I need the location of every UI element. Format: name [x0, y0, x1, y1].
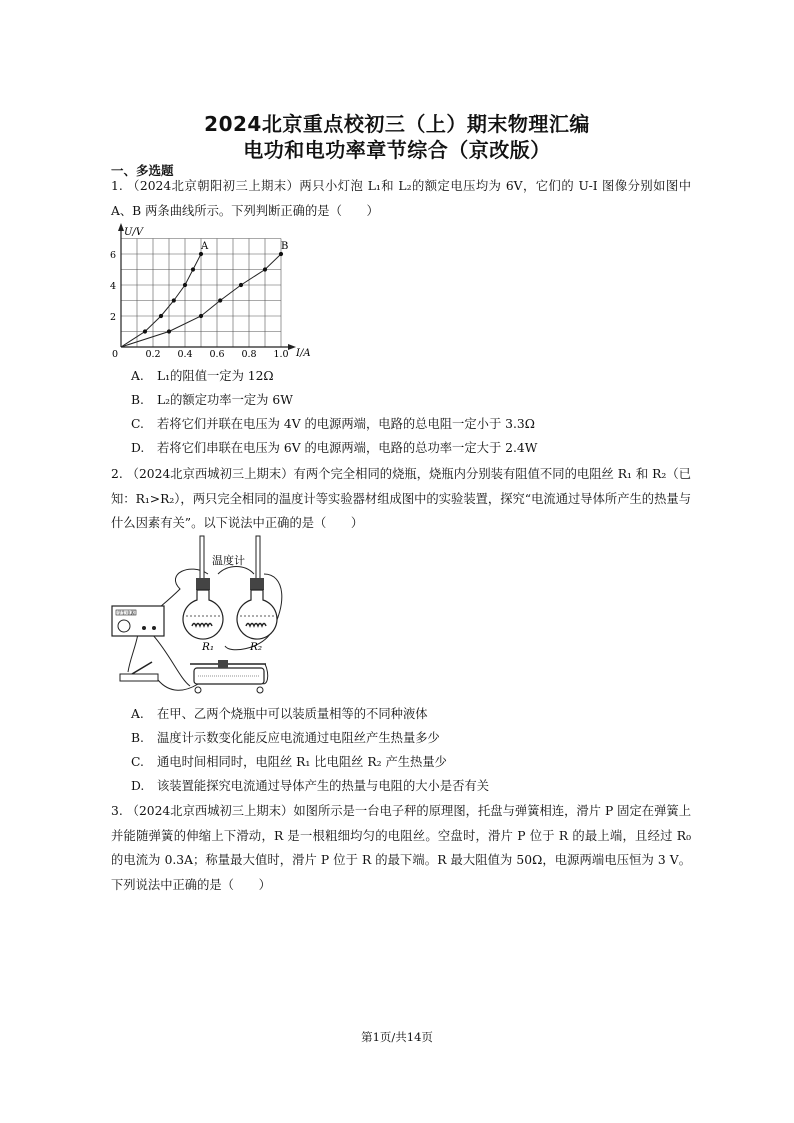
- y-tick-label: 6: [109, 250, 116, 261]
- question-1-option-d[interactable]: [131, 438, 537, 456]
- wire: [218, 567, 254, 575]
- question-2-option-a[interactable]: [131, 704, 428, 722]
- wire: [128, 634, 138, 672]
- x-axis-label: I/A: [296, 348, 311, 359]
- curve-a-label: A: [201, 241, 209, 252]
- data-point-a: [183, 283, 187, 287]
- data-point-a: [172, 298, 176, 302]
- data-point-b: [199, 314, 203, 318]
- option-text: 在甲、乙两个烧瓶中可以装质量相等的不同种液体: [157, 707, 428, 721]
- option-text: L₁的阻值一定为 12Ω: [157, 369, 274, 383]
- option-label: D.: [131, 779, 145, 793]
- option-label: B.: [131, 731, 144, 745]
- flask-1-stopper: [196, 578, 210, 590]
- question-2-option-d[interactable]: [131, 776, 489, 794]
- thermometer-label: 温度计: [212, 554, 245, 567]
- data-point-b: [263, 267, 267, 271]
- switch-lever: [132, 662, 152, 674]
- question-1-option-b[interactable]: [131, 390, 293, 408]
- flask-2-stopper: [250, 578, 264, 590]
- wire: [158, 680, 198, 690]
- document-title: 2024北京重点校初三（上）期末物理汇编: [204, 112, 590, 136]
- data-point-a: [159, 314, 163, 318]
- r1-label: R₁: [202, 641, 215, 653]
- option-label: A.: [131, 707, 144, 721]
- question-3-text: 3. （2024北京西城初三上期末）如图所示是一台电子秤的原理图，托盘与弹簧相连，滑片 P 固定在弹簧上并能随弹簧的伸缩上下滑动，R 是一根粗细均匀的电阻丝。空盘时，滑片 P 位于 R 的最上端，且经过 R₀ 的电流为 0.3A；称量最大值时，滑片 P 位于 R 的最下端。R 最大阻值为 50Ω，电源两端电压恒为 3 V。下列说法中正确的是（ ）: [111, 804, 691, 892]
- ui-graph: [106, 222, 316, 364]
- data-point-a: [199, 252, 203, 256]
- option-text: 通电时间相同时，电阻丝 R₁ 比电阻丝 R₂ 产生热量少: [157, 755, 447, 769]
- x-tick-label: 0.2: [145, 349, 161, 360]
- question-2-option-c[interactable]: [131, 752, 447, 770]
- apparatus-figure: [110, 534, 290, 696]
- y-tick-label: 4: [109, 281, 116, 292]
- option-text: 若将它们串联在电压为 6V 的电源两端，电路的总功率一定大于 2.4W: [157, 441, 538, 455]
- rheostat-slider: [218, 660, 228, 668]
- data-point-a: [191, 267, 195, 271]
- curve-b-label: B: [281, 241, 289, 252]
- switch-base: [120, 674, 158, 681]
- option-label: D.: [131, 441, 145, 455]
- flask-2: [237, 590, 277, 639]
- r2-label: R₂: [250, 641, 263, 653]
- flask-1: [183, 590, 223, 639]
- x-tick-label: 0.6: [209, 349, 225, 360]
- document-subtitle: 电功和电功率章节综合（京改版）: [243, 138, 551, 162]
- x-tick-label: 1.0: [273, 349, 289, 360]
- origin-label: 0: [111, 349, 118, 360]
- question-2-option-b[interactable]: [131, 728, 440, 746]
- page-footer: 第1页/共14页: [361, 1030, 433, 1044]
- data-point-b: [218, 298, 222, 302]
- question-1-option-c[interactable]: [131, 414, 535, 432]
- option-label: A.: [131, 369, 144, 383]
- question-1-text: 1. （2024北京朝阳初三上期末）两只小灯泡 L₁和 L₂的额定电压均为 6V，它们的 U-I 图像分别如图中 A、B 两条曲线所示。下列判断正确的是（ ）: [111, 179, 691, 218]
- option-label: B.: [131, 393, 144, 407]
- option-label: C.: [131, 755, 144, 769]
- y-tick-label: 2: [109, 312, 116, 323]
- option-text: 若将它们并联在电压为 4V 的电源两端，电路的总电阻一定小于 3.3Ω: [157, 417, 535, 431]
- y-axis-label: U/V: [124, 227, 144, 238]
- option-text: L₂的额定功率一定为 6W: [157, 393, 293, 407]
- option-text: 温度计示数变化能反应电流通过电阻丝产生热量多少: [157, 731, 440, 745]
- option-text: 该装置能探究电流通过导体产生的热量与电阻的大小是否有关: [157, 779, 490, 793]
- question-1-option-a[interactable]: [131, 366, 274, 384]
- x-tick-label: 0.4: [177, 349, 193, 360]
- data-point-b: [167, 329, 171, 333]
- data-point-b: [239, 283, 243, 287]
- knob-icon: [118, 620, 130, 632]
- section-heading: 一、多选题: [111, 163, 174, 178]
- question-2-text: 2. （2024北京西城初三上期末）有两个完全相同的烧瓶，烧瓶内分别装有阻值不同的电阻丝 R₁ 和 R₂（已知：R₁>R₂），两只完全相同的温度计等实验器材组成图中的实验装置，探究“电流通过导体所产生的热量与什么因素有关”。以下说法中正确的是（ ）: [111, 467, 691, 530]
- data-point-a: [143, 329, 147, 333]
- power-supply-label: 学生电源: [117, 611, 135, 617]
- data-point-b: [279, 252, 283, 256]
- x-tick-label: 0.8: [241, 349, 257, 360]
- option-label: C.: [131, 417, 144, 431]
